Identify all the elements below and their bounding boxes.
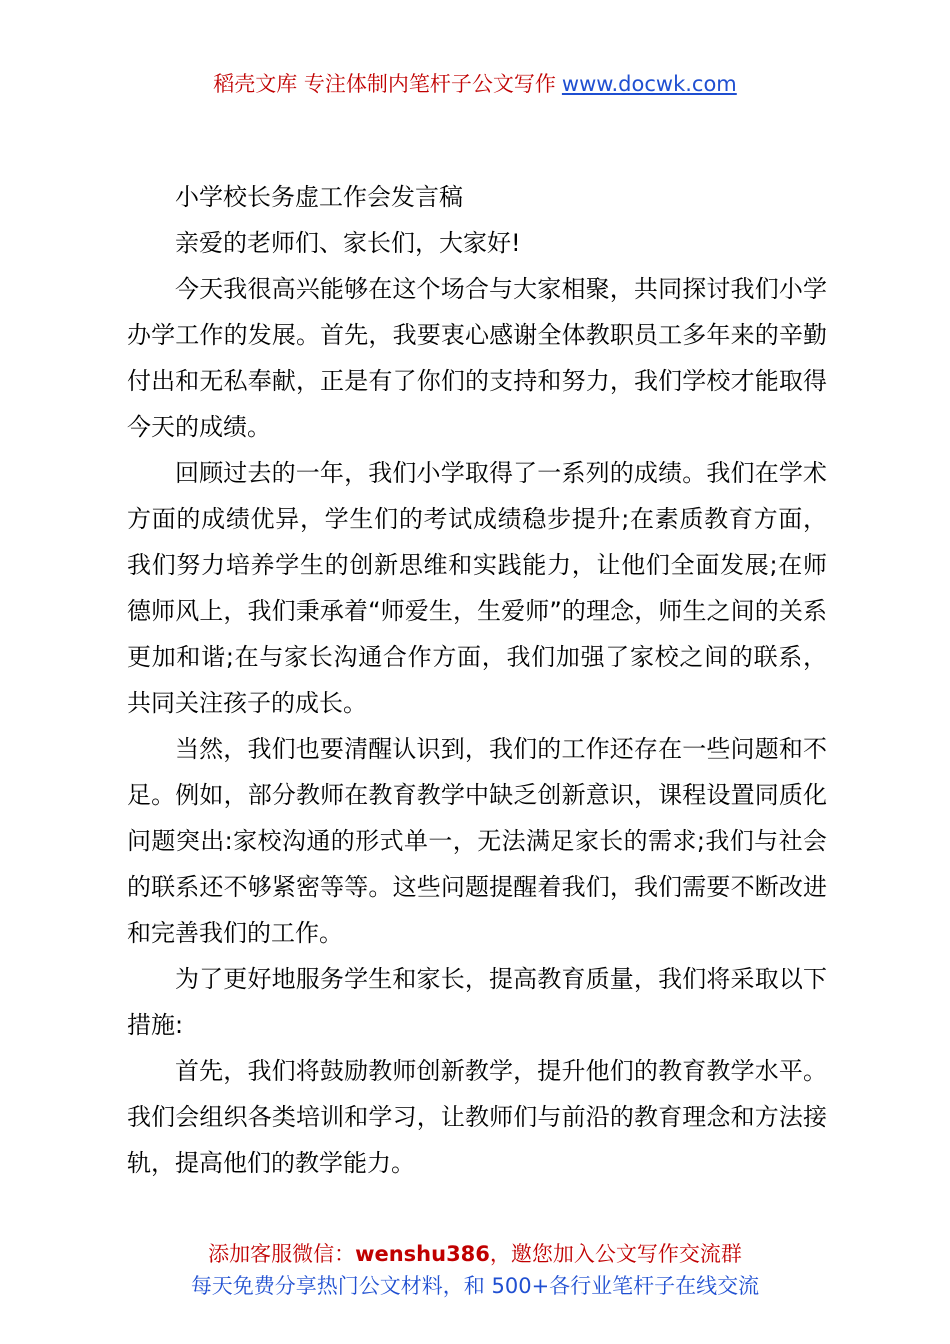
footer-contact-prefix: 添加客服微信： — [208, 1242, 356, 1266]
brand-text: 稻壳文库 专注体制内笔杆子公文写作 — [213, 72, 556, 96]
document-title: 小学校长务虚工作会发言稿 — [175, 183, 463, 211]
body-paragraph: 回顾过去的一年，我们小学取得了一系列的成绩。我们在学术方面的成绩优异，学生们的考试成绩稳步提升;在素质教育方面，我们努力培养学生的创新思维和实践能力，让他们全面发展;在师德师风上，我们秉承着“师爱生，生爱师”的理念，师生之间的关系更加和谐;在与家长沟通合作方面，我们加强了家校之间的联系，共同关注孩子的成长。 — [127, 459, 827, 717]
site-url-link[interactable]: www.docwk.com — [561, 72, 737, 96]
page-footer — [0, 1238, 950, 1302]
footer-promo-line: 每天免费分享热门公文材料，和 500+各行业笔杆子在线交流 — [190, 1274, 760, 1298]
footer-contact-line — [0, 1238, 950, 1270]
body-paragraph: 为了更好地服务学生和家长，提高教育质量，我们将采取以下措施: — [127, 965, 827, 1039]
salutation: 亲爱的老师们、家长们，大家好! — [175, 229, 521, 257]
document-body — [127, 174, 827, 1186]
body-paragraph: 首先，我们将鼓励教师创新教学，提升他们的教育教学水平。我们会组织各类培训和学习，让教师们与前沿的教育理念和方法接轨，提高他们的教学能力。 — [127, 1057, 827, 1177]
page-header — [0, 70, 950, 98]
body-paragraph: 当然，我们也要清醒认识到，我们的工作还存在一些问题和不足。例如，部分教师在教育教学中缺乏创新意识，课程设置同质化问题突出:家校沟通的形式单一，无法满足家长的需求;我们与社会的联系还不够紧密等等。这些问题提醒着我们，我们需要不断改进和完善我们的工作。 — [127, 735, 827, 947]
body-paragraph: 今天我很高兴能够在这个场合与大家相聚，共同探讨我们小学办学工作的发展。首先，我要衷心感谢全体教职员工多年来的辛勤付出和无私奉献，正是有了你们的支持和努力，我们学校才能取得今天的成绩。 — [127, 275, 827, 441]
wechat-id: wenshu386 — [355, 1242, 490, 1266]
footer-contact-suffix: ，邀您加入公文写作交流群 — [489, 1242, 742, 1266]
